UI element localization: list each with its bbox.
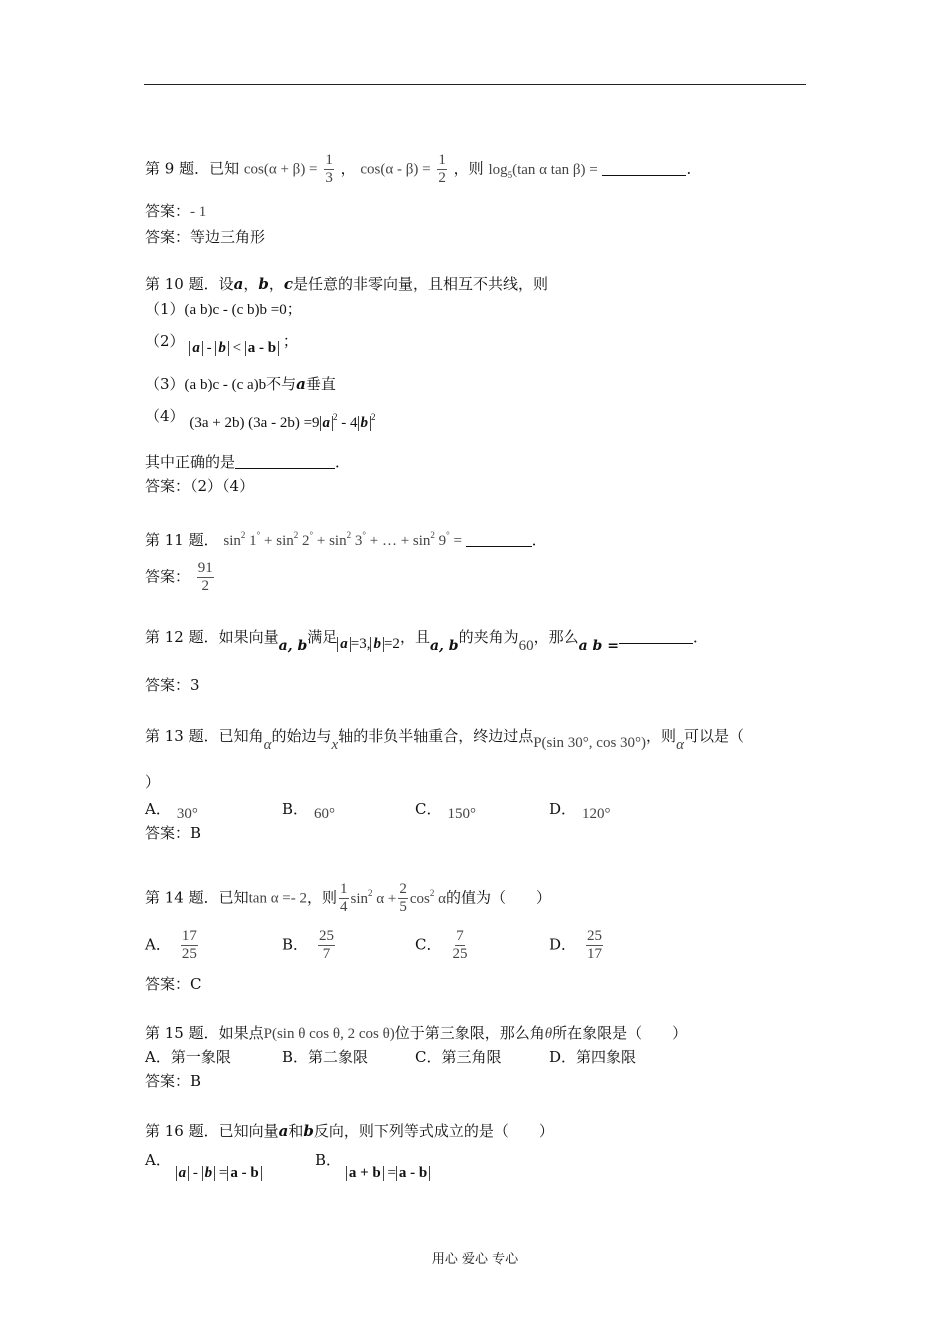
q10-statement-4: （4） (3a + 2b) (3a - 2b) =9 a $^2$ - 4 b $^2$ <box>145 407 376 431</box>
q15-option-c[interactable]: C．第三角限 <box>415 1048 502 1066</box>
q14-option-c[interactable]: C． $\frac{7}{25}$ <box>415 928 468 962</box>
q14-answer: 答案：C <box>145 975 202 993</box>
header-rule <box>144 84 806 85</box>
q9-answer-2: 答案：等边三角形 <box>145 228 266 246</box>
q11-answer-blank[interactable] <box>466 532 532 547</box>
q10-statement-1: （1）(a b)c - (c b)b =0； <box>145 300 302 318</box>
q13-option-d[interactable]: D． 120° <box>549 800 611 822</box>
q13-option-b[interactable]: B． 60° <box>282 800 336 822</box>
q9-eq1: cos(α + β) = <box>243 161 318 178</box>
q9-answer-blank[interactable] <box>602 161 686 176</box>
q10-statement-3: （3）(a b)c - (c a)b不与a垂直 <box>145 375 336 393</box>
q13-option-a[interactable]: A． 30° <box>145 800 198 822</box>
q15-option-d[interactable]: D．第四象限 <box>549 1048 637 1066</box>
question-16: 第 16 题．已知向量a和b反向，则下列等式成立的是（ ） <box>145 1122 554 1140</box>
question-9: 第 9 题．已知 cos(α + β) = $\frac{1}{3}$ ， cos(α - β) = $\frac{1}{2}$ ，则 $\log_5(\tan$ α tan β) = ． <box>145 152 702 186</box>
q9-answer-1: 答案：- 1 <box>145 202 207 220</box>
q11-answer: 答案： $\frac{91}{2}$ <box>145 560 213 594</box>
q12-answer: 答案：3 <box>145 676 200 694</box>
q10-correct: 其中正确的是 ． <box>145 453 351 471</box>
question-15: 第 15 题．如果点P(sin θ cos θ, 2 cos θ)位于第三象限，那么角θ所在象限是（ ） <box>145 1024 688 1042</box>
q9-frac1: $\frac{1}{3}$ <box>325 152 333 186</box>
q9-sep2: ，则 <box>453 159 484 178</box>
q16-option-b[interactable]: B． a + b = a - b <box>315 1150 430 1183</box>
question-13: 第 13 题．已知角α的始边与x轴的非负半轴重合，终边过点P(sin 30°, cos 30°)，则α可以是（ <box>145 727 744 753</box>
q9-sep1: ， <box>340 159 356 178</box>
q13-option-c[interactable]: C． 150° <box>415 800 476 822</box>
q10-answer-blank[interactable] <box>235 454 335 469</box>
q9-frac2: $\frac{1}{2}$ <box>438 152 446 186</box>
q11-answer-frac: $\frac{91}{2}$ <box>197 560 213 594</box>
q12-answer-blank[interactable] <box>619 629 693 644</box>
q9-eq2: cos(α - β) = <box>360 161 431 178</box>
q13-paren: ） <box>145 773 161 791</box>
q9-eq3: $\log_5(\tan$ α tan β) = <box>488 161 598 180</box>
question-11: 第 11 题． $\sin^2 1^\circ + \sin^2 2^\circ + \sin^2 3^\circ$ + … + $\sin^2 9^\circ$ = ． <box>145 530 547 549</box>
q14-option-b[interactable]: B． $\frac{25}{7}$ <box>282 928 335 962</box>
page-footer: 用心 爱心 专心 <box>431 1252 519 1267</box>
q10-answer: 答案：（2）（4） <box>145 477 255 495</box>
q15-option-b[interactable]: B．第二象限 <box>282 1048 369 1066</box>
question-12: 第 12 题．如果向量a, b满足 a =3, b =2，且a, b的夹角为60，那么a b = ． <box>145 628 708 654</box>
q14-option-a[interactable]: A． $\frac{17}{25}$ <box>145 928 197 962</box>
q15-option-a[interactable]: A．第一象限 <box>145 1048 231 1066</box>
q15-answer: 答案：B <box>145 1072 202 1090</box>
q9-label: 第 9 题．已知 <box>145 159 240 178</box>
q14-option-d[interactable]: D． $\frac{25}{17}$ <box>549 928 603 962</box>
question-14: 第 14 题．已知tan α =- 2，则 $\frac{1}{4}$ $\sin^2 \alpha$ + $\frac{2}{5}$ $\cos^2 \alpha$的值为（ ） <box>145 881 551 915</box>
question-10: 第 10 题．设a，b，c是任意的非零向量，且相互不共线，则 <box>145 275 549 293</box>
q10-statement-2: （2） a - b < a - b ； <box>145 332 298 356</box>
q13-answer: 答案：B <box>145 824 202 842</box>
q16-option-a[interactable]: A． a - b = a - b <box>145 1150 262 1183</box>
